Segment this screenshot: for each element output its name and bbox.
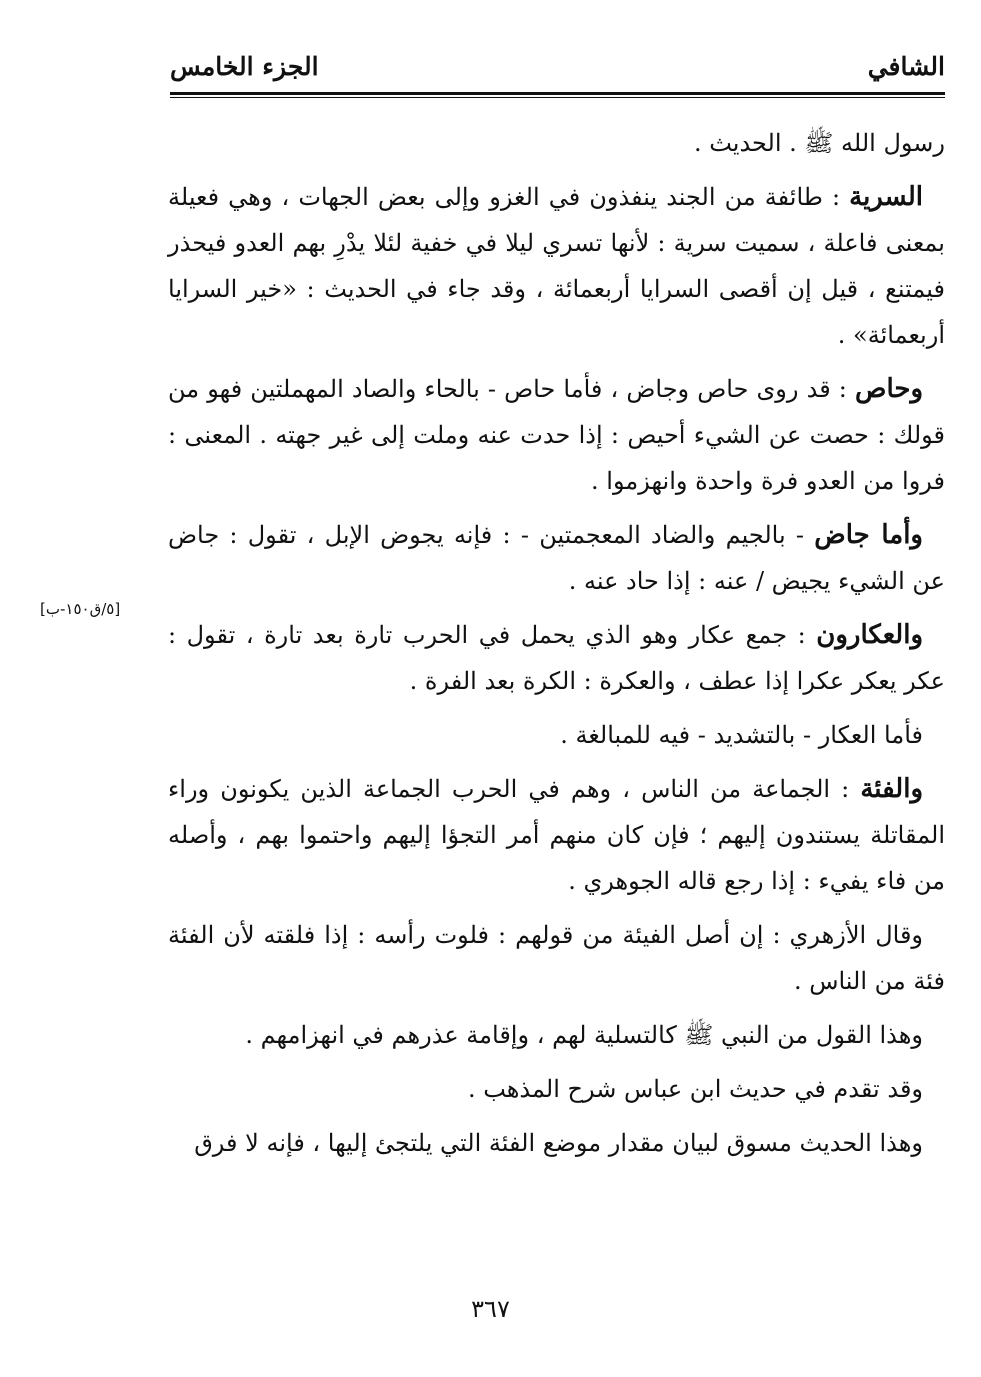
- entry-term: والفئة: [860, 774, 923, 804]
- paragraph-text: وقال الأزهري : إن أصل الفيئة من قولهم : فلوت رأسه : إذا فلقته لأن الفئة فئة من الناس .: [168, 921, 945, 995]
- paragraph: [168, 612, 945, 704]
- paragraph-text: وهذا الحديث مسوق لبيان مقدار موضع الفئة التي يلتجئ إليها ، فإنه لا فرق: [194, 1129, 923, 1157]
- paragraph: [168, 366, 945, 504]
- paragraph-text: : الجماعة من الناس ، وهم في الحرب الجماعة الذين يكونون وراء المقاتلة يستندون إليهم ؛ فإن كان منهم أمر التجؤا إليهم واحتموا بهم ، وأصله من فاء يفيء : إذا رجع قاله الجوهري .: [168, 775, 945, 895]
- entry-term: السرية: [849, 182, 923, 212]
- header-volume-title: الجزء الخامس: [170, 52, 319, 81]
- paragraph: [168, 912, 945, 1004]
- paragraph: [168, 712, 945, 758]
- paragraph: [168, 766, 945, 904]
- paragraph-text: رسول الله ﷺ . الحديث .: [693, 129, 945, 157]
- entry-term: وأما جاض: [814, 520, 923, 550]
- paragraph-text: وقد تقدم في حديث ابن عباس شرح المذهب .: [467, 1075, 923, 1103]
- paragraph: [168, 1120, 945, 1166]
- paragraph: [168, 174, 945, 358]
- paragraph-text: وهذا القول من النبي ﷺ كالتسلية لهم ، وإقامة عذرهم في انهزامهم .: [245, 1021, 923, 1049]
- paragraph: [168, 1012, 945, 1058]
- manuscript-folio-note: [٥/ق١٥٠-ب]: [40, 600, 121, 618]
- paragraph: [168, 120, 945, 166]
- entry-term: والعكارون: [816, 620, 923, 650]
- entry-term: وحاص: [855, 374, 923, 404]
- page-number: ٣٦٧: [471, 1295, 510, 1323]
- paragraph-text: - بالجيم والضاد المعجمتين - : فإنه يجوض الإبل ، تقول : جاض عن الشيء يجيض / عنه : إذا حاد عنه .: [168, 521, 945, 595]
- paragraph: [168, 512, 945, 604]
- running-header: [170, 52, 945, 92]
- paragraph: [168, 1066, 945, 1112]
- paragraph-text: : طائفة من الجند ينفذون في الغزو وإلى بعض الجهات ، وهي فعيلة بمعنى فاعلة ، سميت سرية : لأنها تسري ليلا في خفية لئلا يدْرِ بهم العدو فيحذر فيمتنع ، قيل إن أقصى السرايا أربعمائة ، وقد جاء في الحديث : «خير السرايا أربعمائة» .: [168, 183, 945, 349]
- paragraph-text: : جمع عكار وهو الذي يحمل في الحرب تارة بعد تارة ، تقول : عكر يعكر عكرا إذا عطف ، والعكرة : الكرة بعد الفرة .: [168, 621, 945, 695]
- header-book-title: الشافي: [867, 52, 945, 81]
- page-body: [168, 120, 945, 1174]
- paragraph-text: فأما العكار - بالتشديد - فيه للمبالغة .: [560, 721, 923, 749]
- header-rule-thin: [170, 97, 945, 98]
- header-rule-thick: [170, 92, 945, 95]
- paragraph-text: : قد روى حاص وجاض ، فأما حاص - بالحاء والصاد المهملتين فهو من قولك : حصت عن الشيء أحيص : إذا حدت عنه وملت إلى غير جهته . المعنى : فروا من العدو فرة واحدة وانهزموا .: [168, 375, 945, 495]
